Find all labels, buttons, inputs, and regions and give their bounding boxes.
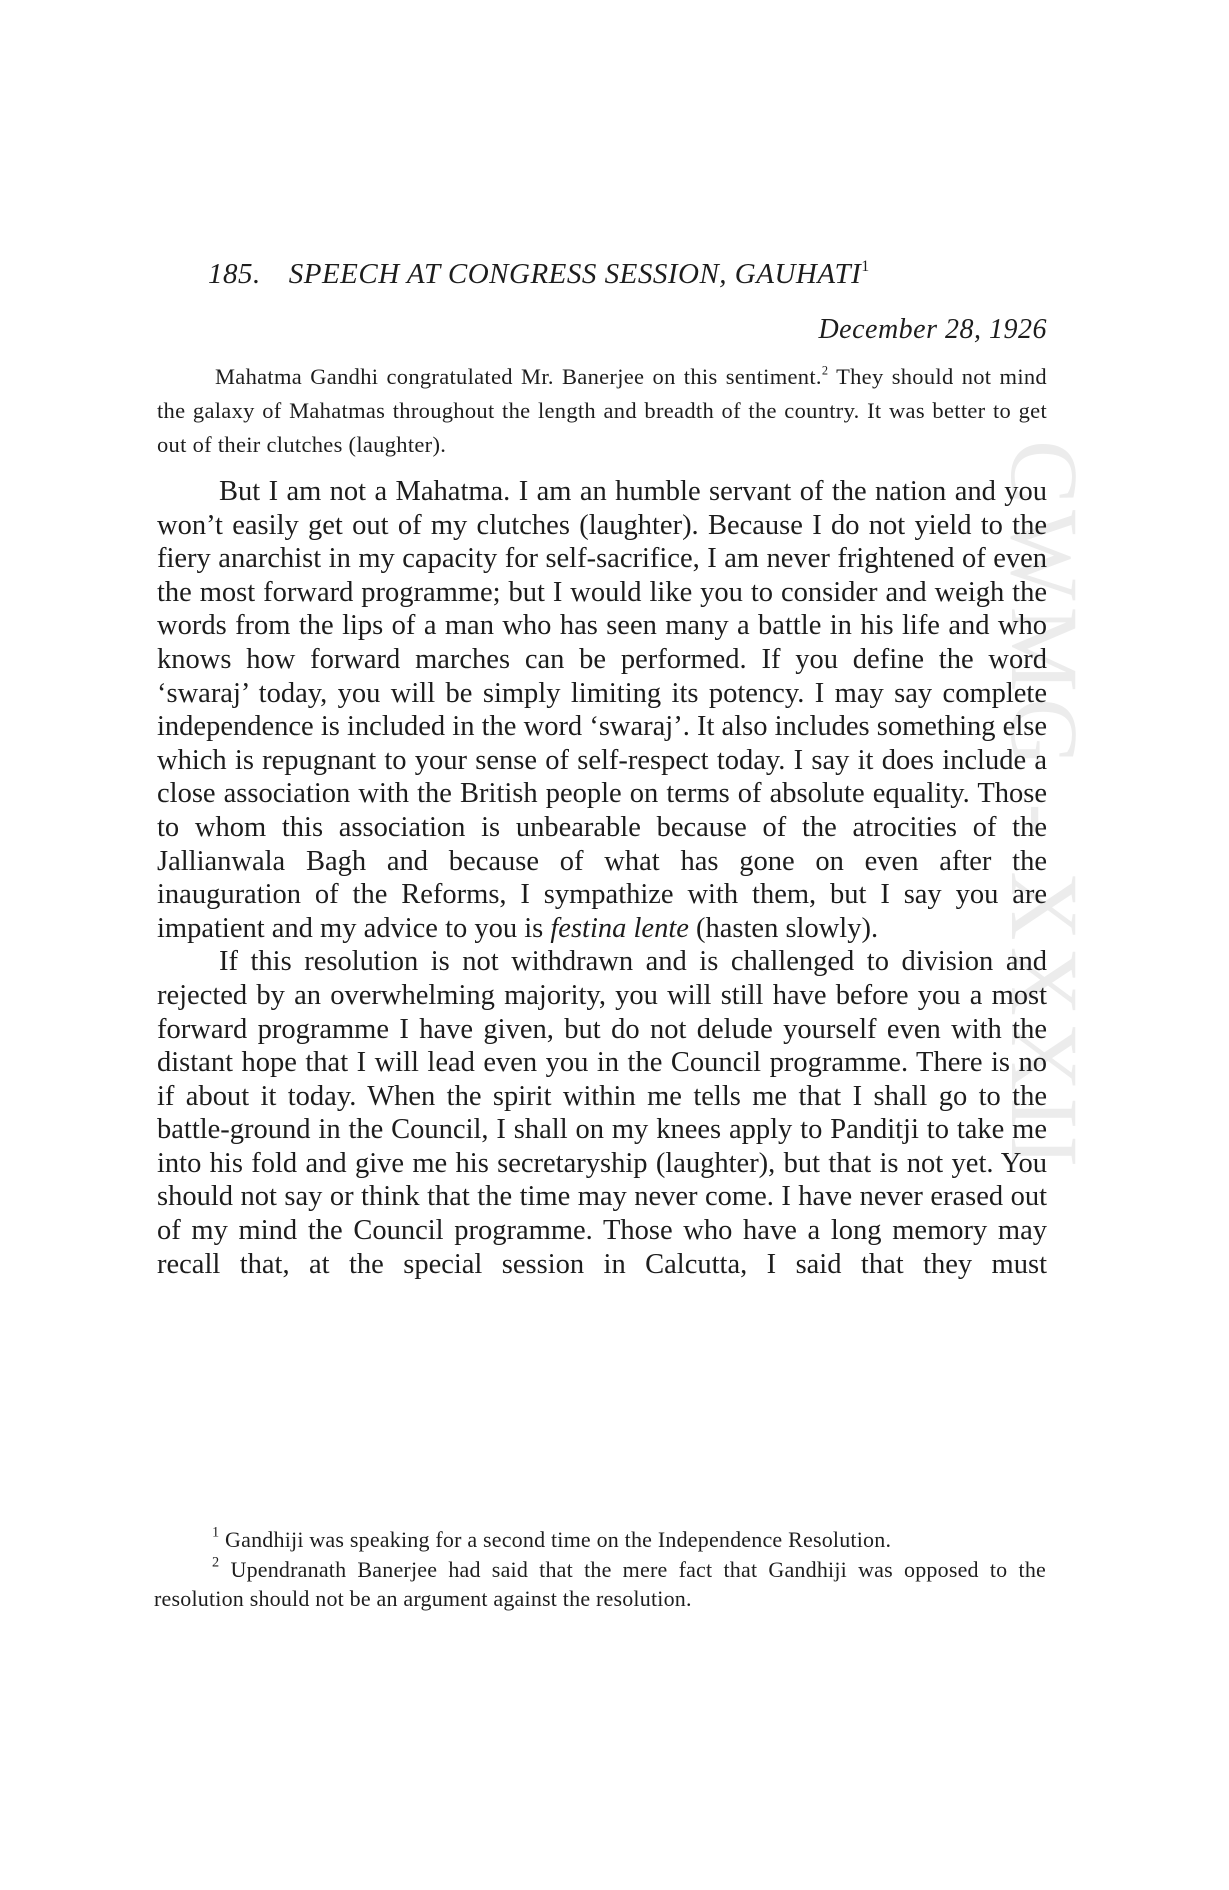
footnotes <box>154 1525 1046 1614</box>
speech-number: 185. <box>208 258 261 290</box>
watermark-text: CWMG - XXXII <box>991 440 1098 1174</box>
footnote-1-text: Gandhiji was speaking for a second time on the Independence Resolution. <box>219 1527 892 1552</box>
footnote-1 <box>154 1525 1046 1555</box>
speech-title: SPEECH AT CONGRESS SESSION, GAUHATI <box>288 258 862 290</box>
latin-phrase: festina lente <box>550 912 689 944</box>
speech-body <box>157 475 1047 1281</box>
speech-paragraph-1 <box>157 475 1047 945</box>
speech-paragraph-2: If this resolution is not withdrawn and is challenged to division and rejected by an overwhelming majority, you will still have before you a most forward programme I have given, but do not delude yourself even with the distant hope that I will lead even you in the Council programme. There is no if about it today. When the spirit within me tells me that I shall go to the battle-ground in the Council, I shall on my knees apply to Panditji to take me into his fold and give me his secretaryship (laughter), but that is not yet. You should not say or think that the time may never come. I have never erased out of my mind the Council programme. Those who have a long memory may recall that, at the special session in Calcutta, I said that they must <box>157 946 1047 1280</box>
page-title <box>208 258 870 291</box>
speech-date: December 28, 1926 <box>818 314 1047 345</box>
footnote-2-text: Upendranath Banerjee had said that the mere fact that Gandhiji was opposed to the resolution should not be an argument against the resolution. <box>154 1556 1046 1611</box>
paragraph-1-tail: (hasten slowly). <box>688 912 879 944</box>
title-footnote-mark: 1 <box>861 258 870 276</box>
intro-paragraph <box>157 360 1047 462</box>
footnote-2-mark: 2 <box>212 1553 220 1570</box>
footnote-2 <box>154 1555 1046 1614</box>
paragraph-1-text: But I am not a Mahatma. I am an humble servant of the nation and you won’t easily get out of my clutches (laughter). Because I do not yield to the fiery anarchist in my capacity for self-sacrifice, I am never frightened of even the most forward programme; but I would like you to consider and weigh the words from the lips of a man who has seen many a battle in his life and who knows how forward marches can be performed. If you define the word ‘swaraj’ today, you will be simply limiting its potency. I may say complete independence is included in the word ‘swaraj’. It also includes something else which is repugnant to your sense of self-respect today. I say it does include a close association with the British people on terms of absolute equality. Those to whom this association is unbearable because of the atrocities of the Jallianwala Bagh and because of what has gone on even after the inauguration of the Reforms, I sympathize with them, but I say you are impatient and my advice to you is <box>157 476 1047 944</box>
intro-text-2: They should not mind the galaxy of Mahatmas throughout the length and breadth of the country. It was better to get out of their clutches (laughter). <box>157 364 1047 457</box>
intro-footnote-mark: 2 <box>821 363 829 378</box>
intro-text-1: Mahatma Gandhi congratulated Mr. Banerjee on this sentiment. <box>215 364 822 389</box>
footnote-1-mark: 1 <box>212 1524 220 1541</box>
